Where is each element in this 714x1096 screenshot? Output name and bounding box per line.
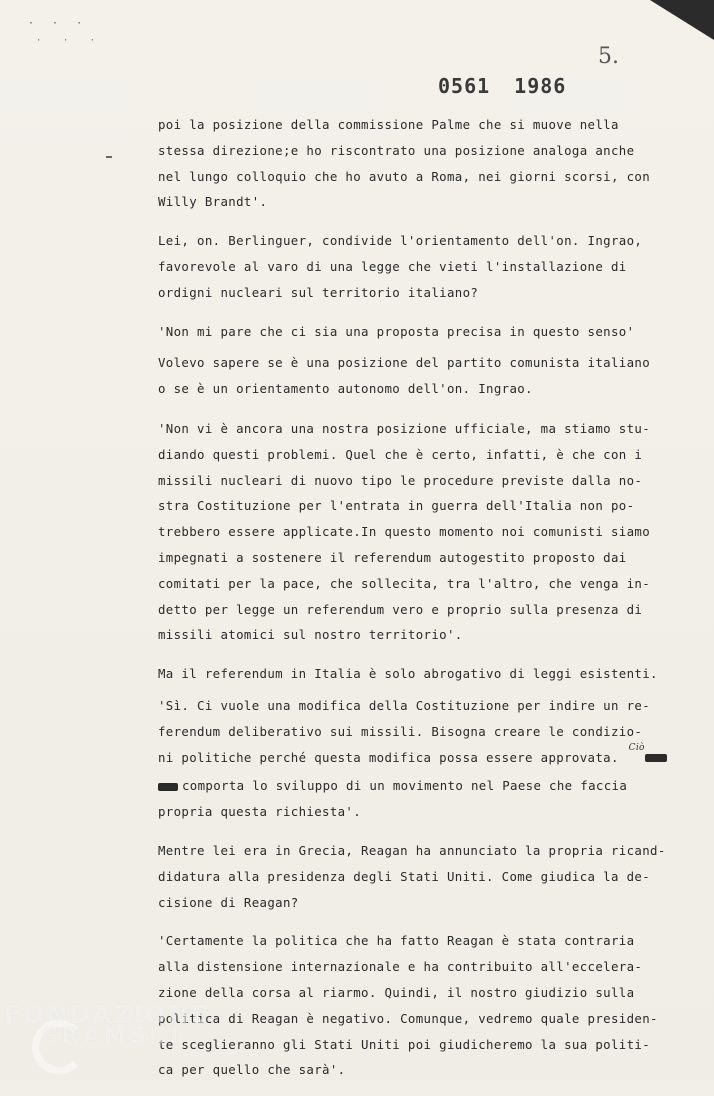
text-line-with-strike [158,773,628,799]
text-line: Lei, on. Berlinguer, condivide l'orientamento dell'on. Ingrao, [158,233,643,249]
text-line: ordigni nucleari sul territorio italiano? [158,284,479,300]
typed-text-body [158,112,666,1096]
watermark-line-2: GRAMSCI [40,1024,183,1049]
text-line: trebbero essere applicate.In questo momento noi comunisti siamo [158,524,651,540]
paragraph-1 [158,112,651,215]
archive-code: 0561 [438,74,491,98]
text-line: ferendum deliberativo sui missili. Bisogna creare le condizio- [158,723,643,739]
text-line: comporta lo sviluppo di un movimento nel Paese che faccia [182,778,628,794]
text-line: didatura alla presidenza degli Stati Uniti. Come giudica la de- [158,868,651,884]
text-line: cisione di Reagan? [158,894,299,910]
text-line: Volevo sapere se è una posizione del partito comunista italiano [158,355,651,371]
text-line: favorevole al varo di una legge che vieti l'installazione di [158,258,627,274]
struck-out-word [645,754,667,762]
handwritten-insert: Ciò [628,742,645,753]
text-line: Willy Brandt'. [158,194,268,210]
text-line: poi la posizione della commissione Palme che si muove nella [158,117,619,132]
text-line-with-insert [158,742,645,774]
margin-marks: · · · [28,18,89,29]
paragraph-2 [158,228,643,305]
text-line: detto per legge un referendum vero e proprio sulla presenza di [158,601,643,617]
paragraph-9 [158,928,658,1083]
text-line: missili nucleari di nuovo tipo le procedure previste dalla no- [158,472,643,488]
paragraph-3 [158,319,635,345]
text-line: missili atomici sul nostro territorio'. [158,627,463,643]
archive-stamp [438,74,566,98]
paragraph-6 [158,661,658,687]
text-line: alla distensione internazionale e ha contribuito all'eccelera- [158,959,643,975]
text-line: te sceglieranno gli Stati Uniti poi giudicheremo la sua politi- [158,1036,651,1052]
text-line: stra Costituzione per l'entrata in guerra dell'Italia non po- [158,498,635,514]
text-line: politica di Reagan è negativo. Comunque, vedremo quale presiden- [158,1010,658,1026]
text-line: o se è un orientamento autonomo dell'on. Ingrao. [158,381,533,397]
text-line: diando questi problemi. Quel che è certo, infatti, è che con i [158,446,643,462]
margin-tick-mark [106,156,112,158]
text-line: zione della corsa al riarmo. Quindi, il nostro giudizio sulla [158,984,635,1000]
page-number: 5. [598,44,619,69]
paragraph-8 [158,838,666,915]
watermark-logo [4,1000,211,1049]
text-line: comitati per la pace, che sollecita, tra l'altro, che venga in- [158,575,651,591]
text-line: 'Non vi è ancora una nostra posizione ufficiale, ma stiamo stu- [158,420,651,436]
text-line: 'Sì. Ci vuole una modifica della Costituzione per indire un re- [158,697,651,713]
paragraph-5 [158,416,651,648]
text-line: Ma il referendum in Italia è solo abrogativo di leggi esistenti. [158,666,658,682]
struck-out-word [158,783,178,791]
text-line: 'Non mi pare che ci sia una proposta precisa in questo senso' [158,323,635,339]
watermark-line-1: FONDAZIONE [4,1000,211,1029]
archive-year: 1986 [514,74,567,98]
text-line: nel lungo colloquio che ho avuto a Roma, nei giorni scorsi, con [158,168,651,184]
text-line: impegnati a sostenere il referendum autogestito proposto dai [158,549,627,565]
text-line: Mentre lei era in Grecia, Reagan ha annunciato la propria ricand- [158,842,666,858]
paragraph-4 [158,350,651,402]
paragraph-7 [158,693,651,825]
text-line: propria questa richiesta'. [158,804,362,820]
text-line: ni politiche perché questa modifica possa essere approvata. [158,749,619,765]
margin-marks-2: · · · [36,36,104,46]
page-corner-fold [650,0,714,40]
text-line: ca per quello che sarà'. [158,1062,346,1078]
text-line: stessa direzione;e ho riscontrato una posizione analoga anche [158,142,635,158]
text-line: 'Certamente la politica che ha fatto Reagan è stata contraria [158,933,635,949]
